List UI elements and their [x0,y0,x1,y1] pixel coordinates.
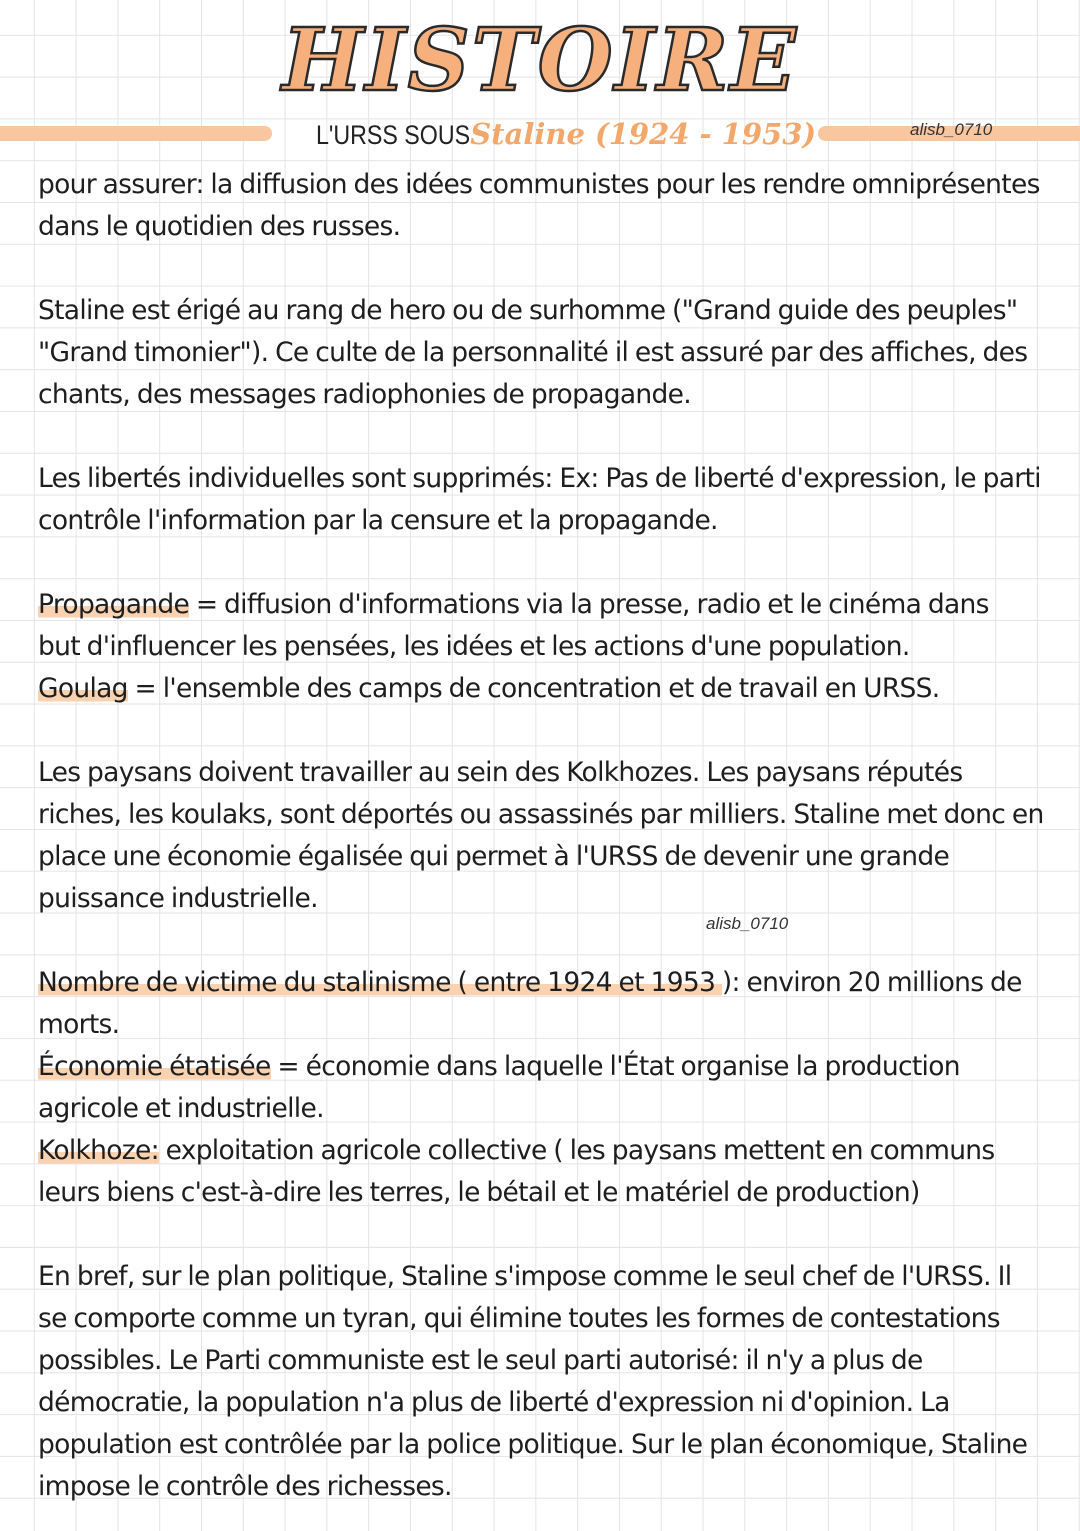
definition-text: exploitation agricole collective ( les paysans mettent en communs [158,1135,995,1166]
definition-text: = économie dans laquelle l'État organise la production [270,1051,960,1082]
page-subtitle [316,112,816,157]
paragraph-summary [38,1256,1053,1508]
text-line: contrôle l'information par la censure et la propagande. [38,505,718,536]
paragraph-kolkhozes [38,752,1053,920]
text-line: pour assurer: la diffusion des idées communistes pour les rendre omniprésentes [38,169,1040,200]
definition-text: = l'ensemble des camps de concentration et de travail en URSS. [127,673,940,704]
definition-text: ): environ 20 millions de [721,967,1022,998]
definition-line [38,668,1053,710]
paragraph-communist-ideas [38,164,1053,248]
text-line: "Grand timonier"). Ce culte de la personnalité il est assuré par des affiches, des [38,337,1028,368]
text-line: possibles. Le Parti communiste est le seul parti autorisé: il n'y a plus de [38,1345,923,1376]
text-line: En bref, sur le plan politique, Staline s'impose comme le seul chef de l'URSS. Il [38,1261,1012,1292]
text-line: morts. [38,1009,120,1040]
definition-line [38,1046,1053,1088]
text-line: Staline est érigé au rang de hero ou de surhomme ("Grand guide des peuples" [38,295,1018,326]
definition-line [38,584,1053,626]
paragraph-individual-liberties [38,458,1053,542]
page-title: HISTOIRE [282,10,798,111]
text-line: place une économie égalisée qui permet à l'URSS de devenir une grande [38,841,950,872]
text-line: se comporte comme un tyran, qui élimine toutes les formes de contestations [38,1303,1000,1334]
subtitle-prefix: L'URSS SOUS [316,120,471,150]
definition-line [38,1130,1053,1172]
subtitle-accent: Staline (1924 - 1953) [470,117,817,151]
definition-line [38,962,1053,1004]
text-line: chants, des messages radiophonies de propagande. [38,379,691,410]
text-line: population est contrôlée par la police politique. Sur le plan économique, Staline [38,1429,1028,1460]
paragraph-personality-cult [38,290,1053,416]
text-line: Les paysans doivent travailler au sein des Kolkhozes. Les paysans réputés [38,757,963,788]
term-kolkhoze: Kolkhoze: [38,1135,159,1166]
paragraph-definitions-victims-economy [38,962,1053,1214]
text-line: leurs biens c'est-à-dire les terres, le bétail et le matériel de production) [38,1177,920,1208]
text-line: puissance industrielle. [38,883,318,914]
text-line: Les libertés individuelles sont supprimés: Ex: Pas de liberté d'expression, le parti [38,463,1041,494]
term-propagande: Propagande [38,589,190,620]
author-handle: alisb_0710 [910,120,993,139]
text-line: démocratie, la population n'a plus de liberté d'expression ni d'opinion. La [38,1387,950,1418]
text-line: impose le contrôle des richesses. [38,1471,452,1502]
text-line: dans le quotidien des russes. [38,211,401,242]
term-economie-etatisee: Économie étatisée [38,1051,271,1082]
term-goulag: Goulag [38,673,128,704]
text-line: agricole et industrielle. [38,1093,324,1124]
header-decor-bar-left [0,126,272,141]
text-line: but d'influencer les pensées, les idées et les actions d'une population. [38,631,910,662]
definition-text: = diffusion d'informations via la presse, radio et le cinéma dans [189,589,989,620]
term-victims: Nombre de victime du stalinisme ( entre 1924 et 1953 [38,967,722,998]
watermark-handle: alisb_0710 [706,914,789,933]
text-line: riches, les koulaks, sont déportés ou assassinés par milliers. Staline met donc en [38,799,1044,830]
paragraph-definitions-propaganda-goulag [38,584,1053,710]
